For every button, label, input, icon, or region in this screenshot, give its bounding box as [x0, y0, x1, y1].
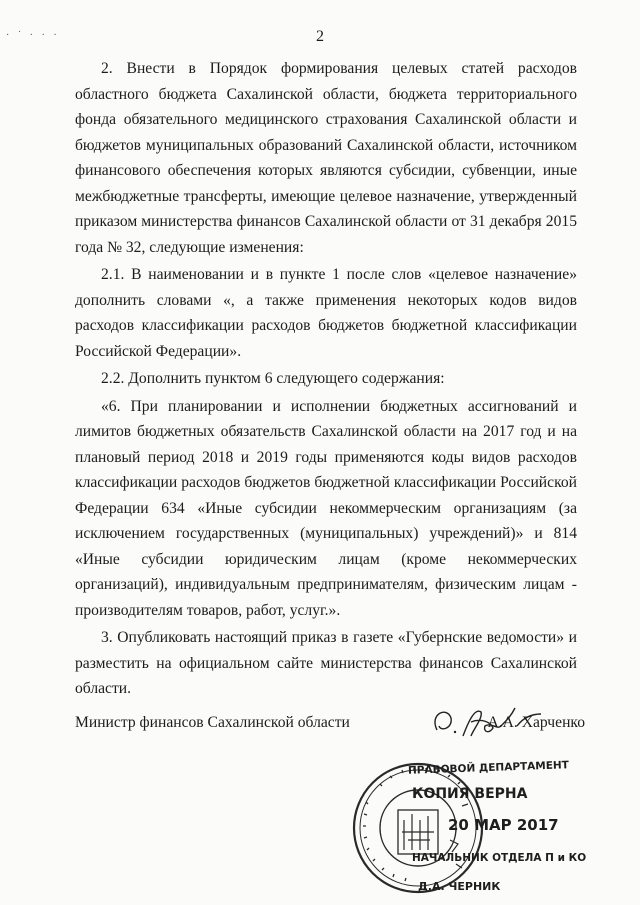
paragraph-2-2: 2.2. Дополнить пунктом 6 следующего содержания:: [101, 370, 445, 387]
official-stamp: [352, 740, 604, 905]
signatory-name: А.А. Харченко: [487, 714, 585, 731]
stamp-position: НАЧАЛЬНИК ОТДЕЛА П и КО: [412, 852, 587, 864]
page-number: 2: [316, 28, 324, 45]
paragraph-2-1: 2.1. В наименовании и в пункте 1 после слов «целевое назначение» дополнить словами «, а также применения некоторых кодов видов расходов классификации расходов бюджетов бюджетной классификации Российской Федерации».: [75, 266, 577, 360]
paragraph-amend-procedure: 2. Внести в Порядок формирования целевых статей расходов областного бюджета Сахалинской области, бюджета территориального фонда обязательного медицинского страхования Сахалинской области и бюджетов муниципальных образований Сахалинской области, источником финансового обеспечения которых являются субсидии, субвенции, иные межбюджетные трансферты, имеющие целевое назначение, утвержденный приказом министерства финансов Сахалинской области от 31 декабря 2015 года № 32, следующие изменения:: [75, 60, 577, 256]
stamp-department: ПРАВОВОЙ ДЕПАРТАМЕНТ: [407, 759, 570, 777]
document-body: [75, 56, 577, 704]
signatory-title: Министр финансов Сахалинской области: [75, 714, 350, 731]
stamp-certified-copy: КОПИЯ ВЕРНА: [412, 786, 528, 802]
stamp-official-name: Д.А. ЧЕРНИК: [418, 880, 501, 893]
scan-specks: · ˙ · · ·: [6, 30, 60, 41]
signature-block: [75, 700, 585, 744]
stamp-date: 20 МАР 2017: [448, 816, 559, 834]
paragraph-publish: 3. Опубликовать настоящий приказ в газете «Губернские ведомости» и разместить на официальном сайте министерства финансов Сахалинской области.: [75, 629, 577, 697]
paragraph-point-6: «6. При планировании и исполнении бюджетных ассигнований и лимитов бюджетных обязательств Сахалинской области на 2017 год и на плановый период 2018 и 2019 годы применяются коды видов расходов классификации расходов бюджетов бюджетной классификации Российской Федерации 634 «Иные субсидии некоммерческим организациям (за исключением государственных (муниципальных) учреждений)» и 814 «Иные субсидии юридическим лицам (кроме некоммерческих организаций), индивидуальным предпринимателям, физическим лицам - производителям товаров, работ, услуг.».: [75, 397, 577, 619]
